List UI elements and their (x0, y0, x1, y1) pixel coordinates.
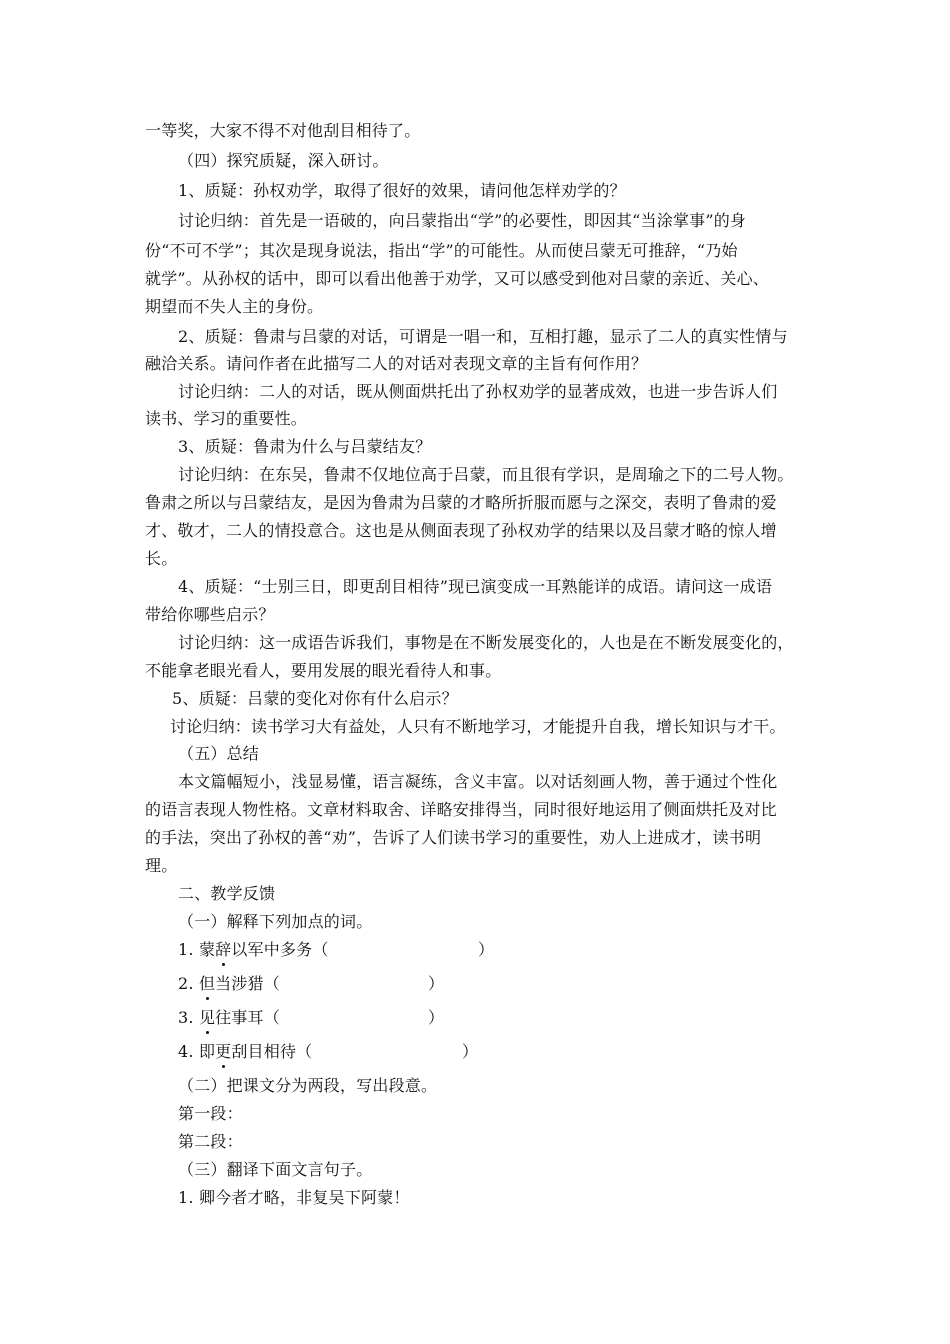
exercise-text: 以军中多务（ (231, 940, 329, 959)
paragraph-line: 讨论归纳：读书学习大有益处，人只有不断地学习，才能提升自我，增长知识与才干。 (170, 717, 786, 736)
answer-close-paren: ） (462, 1042, 479, 1061)
paragraph-line: 本文篇幅短小，浅显易懂，语言凝练，含义丰富。以对话刻画人物，善于通过个性化 (178, 772, 778, 791)
dotted-word: 但 (198, 974, 216, 993)
exercise-text: 1. 蒙 (178, 940, 216, 959)
dotted-word: 辞 (215, 940, 232, 959)
dotted-word: 更 (215, 1042, 232, 1061)
exercise-item-3 (178, 1007, 280, 1029)
exercise-text: 往事耳（ (215, 1008, 280, 1027)
paragraph-line: 讨论归纳：首先是一语破的，向吕蒙指出“学”的必要性，即因其“当涂掌事”的身 (178, 211, 747, 230)
dotted-word: 见 (198, 1008, 216, 1027)
paragraph-line: 份“不可不学”；其次是现身说法，指出“学”的可能性。从而使吕蒙无可推辞，“乃始 (145, 241, 738, 260)
paragraph-line: 读书、学习的重要性。 (145, 409, 308, 428)
exercise-text: 当涉猎（ (215, 974, 280, 993)
answer-close-paren: ） (428, 1008, 445, 1027)
exercise-item-2 (178, 973, 280, 995)
paragraph-line: 讨论归纳：在东吴，鲁肃不仅地位高于吕蒙，而且很有学识，是周瑜之下的二号人物。 (178, 465, 794, 484)
paragraph-line: 融洽关系。请问作者在此描写二人的对话对表现文章的主旨有何作用？ (145, 354, 648, 373)
paragraph-line: 期望而不失人主的身份。 (145, 297, 324, 316)
paragraph-line: 的手法，突出了孙权的善“劝”，告诉了人们读书学习的重要性，劝人上进成才，读书明 (145, 828, 762, 847)
question-line: 4、质疑：“士别三日，即更刮目相待”现已演变成一耳熟能详的成语。请问这一成语 (178, 577, 773, 596)
question-line: 5、质疑：吕蒙的变化对你有什么启示？ (172, 689, 458, 708)
paragraph-line: 带给你哪些启示？ (145, 605, 275, 624)
subsection-heading: （二）把课文分为两段，写出段意。 (178, 1076, 438, 1095)
exercise-text: 4. 即 (178, 1042, 216, 1061)
paragraph-line: 长。 (145, 549, 178, 568)
question-line: 2、质疑：鲁肃与吕蒙的对话，可谓是一唱一和，互相打趣，显示了二人的真实性情与 (178, 327, 788, 346)
section-heading: （四）探究质疑，深入研讨。 (178, 151, 389, 170)
paragraph-line: 就学”。从孙权的话中，即可以看出他善于劝学，又可以感受到他对吕蒙的亲近、关心、 (145, 269, 769, 288)
paragraph-line: 一等奖，大家不得不对他刮目相待了。 (145, 121, 421, 140)
answer-close-paren: ） (478, 940, 495, 959)
exercise-text: 2. (178, 974, 199, 993)
paragraph-line: 讨论归纳：二人的对话，既从侧面烘托出了孙权劝学的显著成效，也进一步告诉人们 (178, 382, 778, 401)
exercise-sentence: 1. 卿今者才略，非复吴下阿蒙！ (178, 1188, 410, 1207)
paragraph-line: 才、敬才，二人的情投意合。这也是从侧面表现了孙权劝学的结果以及吕蒙才略的惊人增 (145, 521, 777, 540)
exercise-text: 3. (178, 1008, 199, 1027)
paragraph-line: 讨论归纳：这一成语告诉我们，事物是在不断发展变化的，人也是在不断发展变化的， (178, 633, 794, 652)
answer-label: 第一段： (178, 1104, 243, 1123)
answer-close-paren: ） (428, 974, 445, 993)
paragraph-line: 理。 (145, 856, 178, 875)
paragraph-line: 鲁肃之所以与吕蒙结友，是因为鲁肃为吕蒙的才略所折服而愿与之深交，表明了鲁肃的爱 (145, 493, 777, 512)
question-line: 3、质疑：鲁肃为什么与吕蒙结友？ (178, 437, 432, 456)
subsection-heading: （一）解释下列加点的词。 (178, 912, 373, 931)
subsection-heading: （三）翻译下面文言句子。 (178, 1160, 373, 1179)
section-heading: 二、教学反馈 (178, 884, 276, 903)
exercise-item-1 (178, 939, 329, 961)
exercise-item-4 (178, 1041, 312, 1063)
question-line: 1、质疑：孙权劝学，取得了很好的效果，请问他怎样劝学的？ (178, 181, 626, 200)
answer-label: 第二段： (178, 1132, 243, 1151)
paragraph-line: 不能拿老眼光看人，要用发展的眼光看待人和事。 (145, 661, 502, 680)
paragraph-line: 的语言表现人物性格。文章材料取舍、详略安排得当，同时很好地运用了侧面烘托及对比 (145, 800, 777, 819)
section-heading: （五）总结 (178, 744, 260, 763)
exercise-text: 刮目相待（ (231, 1042, 313, 1061)
